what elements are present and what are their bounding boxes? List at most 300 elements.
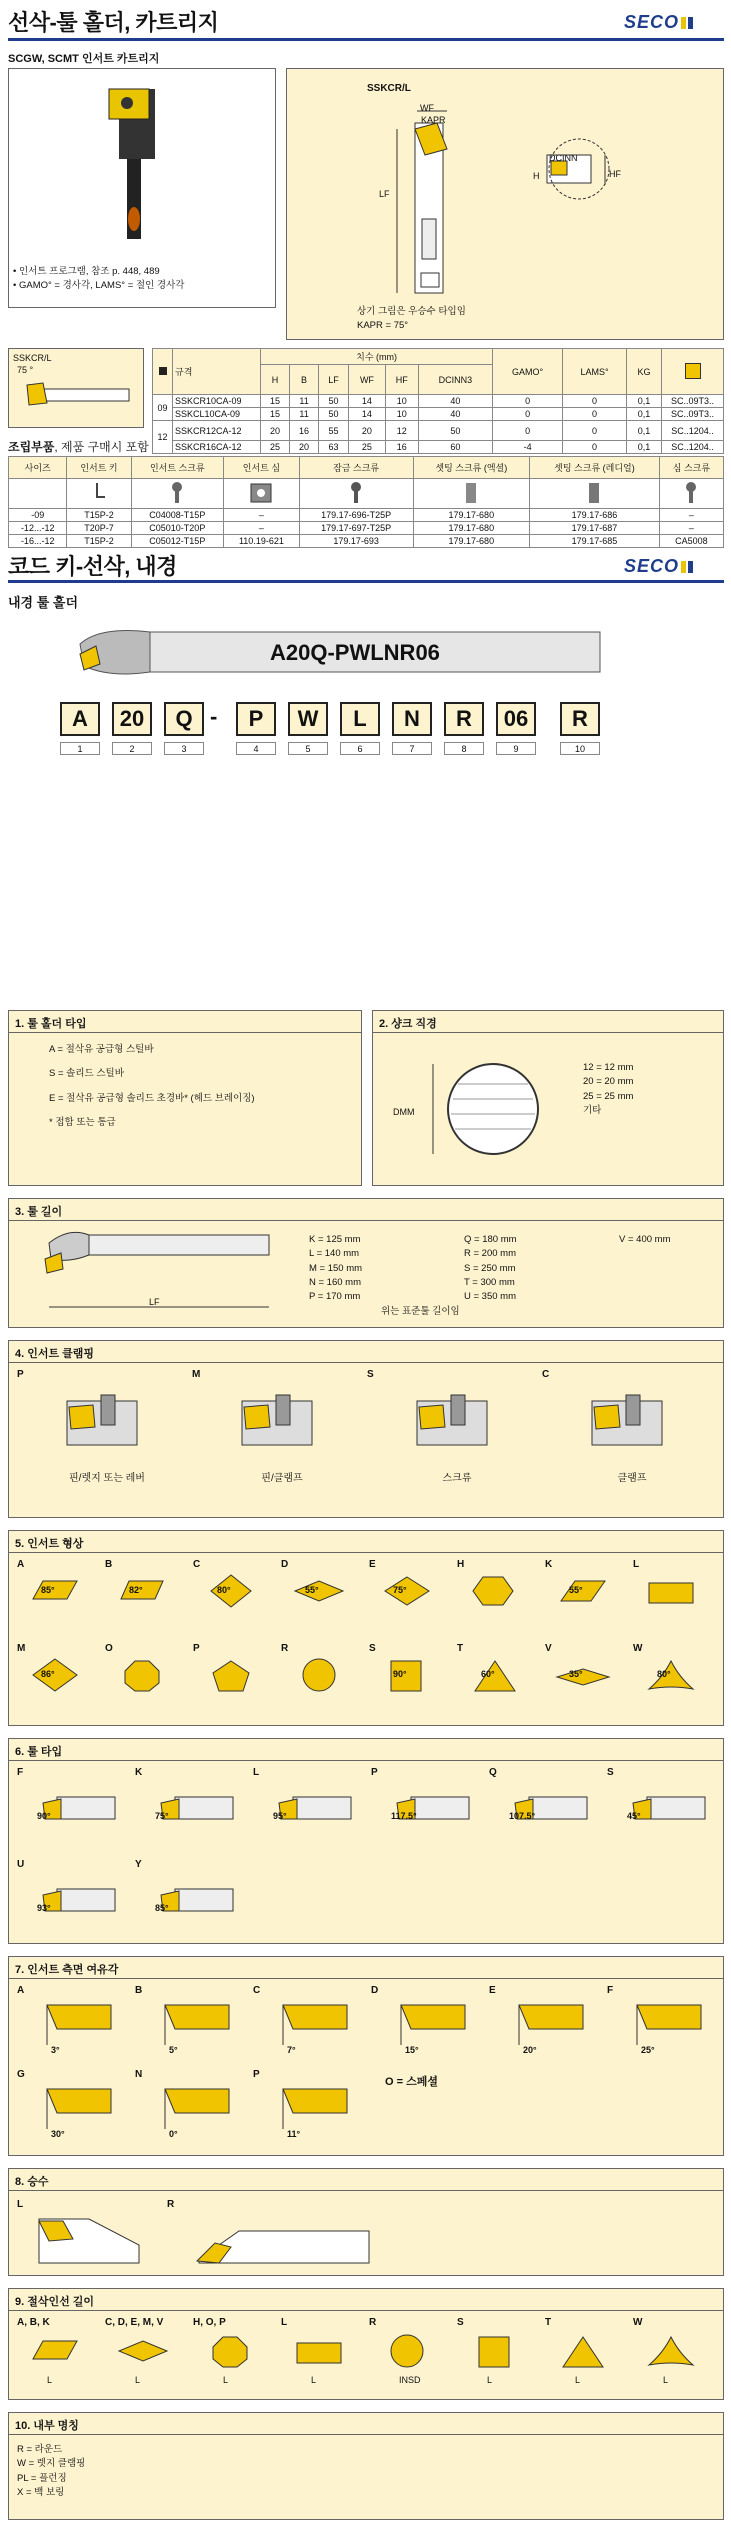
table-cell: 0,1 <box>627 408 662 421</box>
edge-shape-icon <box>555 2333 611 2374</box>
parts-cell: 179.17-680 <box>413 522 530 535</box>
table-cell: 12 <box>385 421 418 441</box>
section-4-title: 4. 인서트 클램핑 <box>9 1341 723 1363</box>
clearance-icon <box>263 2083 353 2136</box>
tool-type-icon <box>617 1783 707 1836</box>
boring-bar-image <box>70 618 610 684</box>
table-cell: 0 <box>493 408 563 421</box>
table-cell: 50 <box>319 395 349 408</box>
angle-label: 15° <box>405 2045 419 2055</box>
section-clamping <box>8 1340 724 1518</box>
item-key: L <box>281 2317 288 2328</box>
angle-label: 35° <box>569 1669 583 1679</box>
clamping-item <box>192 1369 362 1509</box>
parts-row <box>9 509 724 522</box>
code-number: 2 <box>112 742 152 755</box>
edge-shape-icon <box>27 2333 83 2374</box>
parts-header: 사이즈 <box>9 457 67 479</box>
code-box: N <box>392 702 432 736</box>
table-cell: -4 <box>493 441 563 454</box>
clearance-icon <box>27 1999 117 2052</box>
angle-label: 5° <box>169 2045 178 2055</box>
length-label: L <box>135 2375 141 2385</box>
shape-item <box>105 1559 193 1639</box>
insert-shape-icon <box>643 1573 699 1614</box>
edge-shape-icon <box>291 2333 347 2374</box>
length-drawing <box>29 1223 279 1323</box>
parts-cell: – <box>224 509 300 522</box>
table-cell: 0 <box>493 395 563 408</box>
code-number: 6 <box>340 742 380 755</box>
angle-label: 93° <box>37 1903 51 1913</box>
insert-shape-icon <box>643 1657 699 1698</box>
insert-header <box>662 349 724 395</box>
edge-length-item <box>633 2317 721 2397</box>
item-key: H <box>457 1559 465 1570</box>
item-key: P <box>17 1369 24 1380</box>
table-cell: 0 <box>493 421 563 441</box>
section-8-title: 8. 승수 <box>9 2169 723 2191</box>
table-cell: 0 <box>563 395 627 408</box>
clearance-icon <box>263 1999 353 2052</box>
clearance-icon <box>381 1999 471 2052</box>
dims-header: 치수 (mm) <box>261 349 493 365</box>
item-key: M <box>192 1369 201 1380</box>
h-label: H <box>533 171 540 181</box>
parts-cell: 179.17-696-T25P <box>299 509 413 522</box>
diagram-note-1: 상기 그림은 우승수 타입임 <box>357 306 466 317</box>
s10-line: R = 라운드 <box>17 2444 63 2455</box>
shape-item <box>545 1643 633 1723</box>
item-key: U <box>17 1859 25 1870</box>
item-key: B <box>135 1985 143 1996</box>
diagram-code: SSKCR/L <box>367 83 411 94</box>
code-number: 4 <box>236 742 276 755</box>
table-cell: 0,1 <box>627 421 662 441</box>
table-cell: 11 <box>290 395 319 408</box>
table-angle-label: 75 ° <box>17 365 34 375</box>
s10-line: PL = 플런징 <box>17 2472 67 2484</box>
table-cell: SSKCR10CA-09 <box>173 395 261 408</box>
code-box: A <box>60 702 100 736</box>
angle-label: 55° <box>569 1585 583 1595</box>
s3-col1: K = 125 mm L = 140 mm M = 150 mm N = 160 mm P = 170 mm <box>309 1234 363 1302</box>
parts-cell: -12...-12 <box>9 522 67 535</box>
section-10-title: 10. 내부 명칭 <box>9 2413 723 2435</box>
insert-shape-icon <box>555 1573 611 1614</box>
item-key: R <box>281 1643 289 1654</box>
table-cell: 55 <box>319 421 349 441</box>
code-number: 10 <box>560 742 600 755</box>
item-key: C <box>253 1985 261 1996</box>
angle-label: 20° <box>523 2045 537 2055</box>
hf-label: HF <box>609 169 621 179</box>
special-label: O = 스페셜 <box>385 2076 438 2088</box>
section-tool-length <box>8 1198 724 1328</box>
shape-item <box>489 1767 607 1847</box>
parts-cell: 179.17-693 <box>299 535 413 548</box>
lf-header: LF <box>319 365 349 395</box>
table-cell: 20 <box>261 421 290 441</box>
angle-label: 0° <box>169 2129 178 2139</box>
length-label: L <box>575 2375 581 2385</box>
parts-header: 잠금 스크류 <box>299 457 413 479</box>
shape-item <box>457 1643 545 1723</box>
edge-shape-icon <box>467 2333 523 2374</box>
edge-shape-icon <box>643 2333 699 2374</box>
parts-cell: T15P-2 <box>67 535 131 548</box>
parts-cell: 179.17-697-T25P <box>299 522 413 535</box>
section-2-title: 2. 샹크 직경 <box>373 1011 723 1033</box>
length-label: L <box>223 2375 229 2385</box>
section-7-title: 7. 인서트 측면 여유각 <box>9 1957 723 1979</box>
hand-right-label: R <box>167 2199 175 2210</box>
edge-length-item <box>193 2317 281 2397</box>
shape-item <box>17 2069 135 2149</box>
lf-label: LF <box>379 189 390 199</box>
item-key: E <box>489 1985 496 1996</box>
parts-cell: T20P-7 <box>67 522 131 535</box>
table-row <box>153 408 724 421</box>
code-number: 7 <box>392 742 432 755</box>
cartridge-photo <box>9 69 277 259</box>
code-box: Q <box>164 702 204 736</box>
table-cell: 16 <box>385 441 418 454</box>
tool-type-icon <box>27 1783 117 1836</box>
edge-shape-icon <box>203 2333 259 2374</box>
tool-type-icon <box>145 1783 235 1836</box>
clamping-item <box>542 1369 712 1509</box>
s1-line: A = 절삭유 공급형 스틸바 <box>49 1044 154 1055</box>
table-key-panel <box>8 348 144 428</box>
shape-item <box>253 1985 371 2065</box>
angle-label: 80° <box>217 1585 231 1595</box>
parts-header: 인서트 키 <box>67 457 131 479</box>
table-cell: 14 <box>349 408 386 421</box>
insert-shape-icon <box>203 1657 259 1698</box>
s3-note: 위는 표준툴 길이임 <box>381 1306 460 1317</box>
dmm-label: DMM <box>393 1107 415 1117</box>
page-title-2: 코드 키-선삭, 내경 <box>8 554 177 579</box>
shape-item <box>457 1559 545 1639</box>
item-key: S <box>369 1643 376 1654</box>
page-title: 선삭-툴 홀더, 카트리지 <box>8 10 219 35</box>
length-label: L <box>487 2375 493 2385</box>
shape-item <box>253 1767 371 1847</box>
spec-table <box>152 348 724 454</box>
table-cell: 40 <box>418 395 493 408</box>
parts-cell: 179.17-686 <box>530 509 660 522</box>
s1-line: S = 솔리드 스틸바 <box>49 1068 124 1080</box>
shape-item <box>135 1859 253 1939</box>
code-box: L <box>340 702 380 736</box>
insert-shape-icon <box>379 1657 435 1698</box>
item-key: S <box>607 1767 614 1778</box>
table-cell: 0 <box>563 421 627 441</box>
angle-label: 30° <box>51 2129 65 2139</box>
parts-cell: 179.17-680 <box>413 509 530 522</box>
shape-item <box>281 1559 369 1639</box>
edge-length-item <box>457 2317 545 2397</box>
table-cell: 40 <box>418 408 493 421</box>
hf-header: HF <box>385 365 418 395</box>
shape-item <box>607 1767 725 1847</box>
edge-length-item <box>105 2317 193 2397</box>
section-clearance-angle <box>8 1956 724 2156</box>
insert-shape-icon <box>115 1657 171 1698</box>
table-cell: 25 <box>349 441 386 454</box>
shape-item <box>17 1767 135 1847</box>
parts-cell: – <box>659 522 723 535</box>
tool-type-icon <box>381 1783 471 1836</box>
angle-label: 107.5° <box>509 1811 536 1821</box>
item-key: D <box>281 1559 289 1570</box>
shape-item <box>633 1559 721 1639</box>
table-cell: 0,1 <box>627 395 662 408</box>
item-key: W <box>633 1643 643 1654</box>
parts-header: 인서트 심 <box>224 457 300 479</box>
table-cell: 50 <box>319 408 349 421</box>
section-3-title: 3. 툴 길이 <box>9 1199 723 1221</box>
insert-shape-icon <box>291 1657 347 1698</box>
table-cell: 10 <box>385 408 418 421</box>
parts-cell: -16...-12 <box>9 535 67 548</box>
section-tool-type <box>8 1738 724 1944</box>
item-key: G <box>17 2069 25 2080</box>
parts-cell: 179.17-687 <box>530 522 660 535</box>
parts-cell: – <box>659 509 723 522</box>
table-cell: 15 <box>261 408 290 421</box>
parts-row <box>9 535 724 548</box>
b-header: B <box>290 365 319 395</box>
shape-item <box>17 1643 105 1723</box>
gamo-header: GAMO° <box>493 349 563 395</box>
table-cell: 15 <box>261 395 290 408</box>
table-cell: 11 <box>290 408 319 421</box>
item-key: C, D, E, M, V <box>105 2317 164 2328</box>
table-cell: SSKCR16CA-12 <box>173 441 261 454</box>
item-key: M <box>17 1643 26 1654</box>
angle-label: 7° <box>287 2045 296 2055</box>
item-key: A <box>17 1559 25 1570</box>
parts-title: 조립부품, 제품 구매시 포함 <box>8 440 149 454</box>
length-label: L <box>311 2375 317 2385</box>
hand-left-label: L <box>17 2199 24 2210</box>
subtitle-2: 내경 툴 홀더 <box>8 595 79 610</box>
item-key: C <box>193 1559 201 1570</box>
table-cell: 10 <box>385 395 418 408</box>
angle-label: 117.5° <box>391 1811 417 1821</box>
item-key: K <box>545 1559 553 1570</box>
parts-row <box>9 522 724 535</box>
item-key: L <box>633 1559 640 1570</box>
table-row <box>153 395 724 408</box>
section-edge-length <box>8 2288 724 2400</box>
insert-shape-icon <box>379 1573 435 1614</box>
s10-line: W = 렛지 클램핑 <box>17 2458 86 2470</box>
angle-label: 95° <box>273 1811 287 1821</box>
lf-dim-label: LF <box>149 1297 160 1307</box>
s3-col3: V = 400 mm <box>619 1234 671 1245</box>
item-key: Y <box>135 1859 142 1870</box>
item-key: A, B, K <box>17 2317 50 2328</box>
section-hand <box>8 2168 724 2276</box>
holder-drawing <box>287 69 725 299</box>
shape-item <box>135 2069 253 2149</box>
shape-item <box>371 1767 489 1847</box>
tool-type-icon <box>499 1783 589 1836</box>
table-cell: SSKCL10CA-09 <box>173 408 261 421</box>
insert-shape-icon <box>115 1573 171 1614</box>
code-box: R <box>444 702 484 736</box>
angle-label: 90° <box>393 1669 407 1679</box>
clearance-icon <box>499 1999 589 2052</box>
dcinn-label: DCINN <box>549 153 578 163</box>
edge-shape-icon <box>115 2333 171 2374</box>
clearance-icon <box>145 2083 235 2136</box>
holder-thumbnail <box>9 349 145 429</box>
parts-cell: C05010-T20P <box>131 522 224 535</box>
angle-label: 60° <box>481 1669 495 1679</box>
spec-table-body <box>153 395 724 454</box>
clamping-caption: 핀/클램프 <box>261 1473 303 1484</box>
insert-shape-icon <box>27 1573 83 1614</box>
shape-item <box>105 1643 193 1723</box>
shape-item <box>135 1985 253 2065</box>
clamping-caption: 핀/렛지 또는 레버 <box>69 1473 145 1484</box>
tool-type-icon <box>27 1875 117 1928</box>
code-number: 3 <box>164 742 204 755</box>
wf-label: WF <box>420 103 434 113</box>
kapr-label: KAPR <box>421 115 446 125</box>
table-cell: SC..1204.. <box>662 441 724 454</box>
item-key: S <box>457 2317 464 2328</box>
section-shank-diameter <box>372 1010 724 1186</box>
angle-label: 25° <box>641 2045 655 2055</box>
code-number: 1 <box>60 742 100 755</box>
item-key: O <box>105 1643 113 1654</box>
table-cell: 60 <box>418 441 493 454</box>
parts-cell: -09 <box>9 509 67 522</box>
spec-header: 규격 <box>173 349 261 395</box>
seco-logo-2: SECO <box>624 556 693 577</box>
edge-length-item <box>545 2317 633 2397</box>
angle-label: 75° <box>155 1811 169 1821</box>
parts-header: 심 스크류 <box>659 457 723 479</box>
table-cell: 50 <box>418 421 493 441</box>
parts-cell: – <box>224 522 300 535</box>
code-box: R <box>560 702 600 736</box>
shape-item <box>607 1985 725 2065</box>
tool-type-icon <box>145 1875 235 1928</box>
angle-label: 86° <box>41 1669 55 1679</box>
shape-item <box>193 1643 281 1723</box>
photo-note-2: • GAMO° = 경사각, LAMS° = 절인 경사각 <box>13 280 185 291</box>
parts-cell: 179.17-680 <box>413 535 530 548</box>
clamping-caption: 클램프 <box>617 1473 647 1484</box>
parts-table <box>8 456 724 548</box>
table-cell: 20 <box>349 421 386 441</box>
section-6-title: 6. 툴 타입 <box>9 1739 723 1761</box>
angle-label: 90° <box>37 1811 51 1821</box>
shape-item <box>371 1985 489 2065</box>
dcinn-header: DCINN3 <box>418 365 493 395</box>
size-cell: 09 <box>153 395 173 421</box>
bar-code: A20Q-PWLNR06 <box>270 640 440 665</box>
angle-label: 85° <box>41 1585 55 1595</box>
code-number: 5 <box>288 742 328 755</box>
table-cell: SSKCR12CA-12 <box>173 421 261 441</box>
parts-header: 인서트 스크류 <box>131 457 224 479</box>
shape-item <box>253 2069 371 2149</box>
code-box: 06 <box>496 702 536 736</box>
item-key: B <box>105 1559 113 1570</box>
insert-shape-icon <box>555 1657 611 1698</box>
edge-shape-icon <box>379 2333 435 2374</box>
code-key-row <box>60 702 660 762</box>
length-label: L <box>663 2375 669 2385</box>
edge-length-item <box>281 2317 369 2397</box>
item-key: T <box>545 2317 552 2328</box>
right-hand-drawing <box>179 2209 379 2269</box>
edge-length-item <box>17 2317 105 2397</box>
angle-label: 3° <box>51 2045 60 2055</box>
shape-item <box>17 1985 135 2065</box>
insert-shape-icon <box>467 1657 523 1698</box>
angle-label: 80° <box>657 1669 671 1679</box>
parts-cell: CA5008 <box>659 535 723 548</box>
item-key: P <box>193 1643 200 1654</box>
shape-item <box>135 1767 253 1847</box>
clearance-icon <box>617 1999 707 2052</box>
length-label: L <box>47 2375 53 2385</box>
table-row <box>153 441 724 454</box>
header-rule <box>8 38 724 41</box>
item-key: P <box>371 1767 378 1778</box>
code-box: 20 <box>112 702 152 736</box>
angle-label: 11° <box>287 2129 301 2139</box>
item-key: T <box>457 1643 464 1654</box>
item-key: D <box>371 1985 379 1996</box>
s3-col2: Q = 180 mm R = 200 mm S = 250 mm T = 300 mm U = 350 mm <box>464 1234 517 1302</box>
section-5-title: 5. 인서트 형상 <box>9 1531 723 1553</box>
item-key: V <box>545 1643 552 1654</box>
clamping-item <box>17 1369 187 1509</box>
dimension-diagram <box>286 68 724 340</box>
clamping-icon <box>407 1387 497 1460</box>
insert-shape-icon <box>203 1573 259 1614</box>
shape-item <box>369 1559 457 1639</box>
h-header: H <box>261 365 290 395</box>
clamping-icon <box>57 1387 147 1460</box>
table-row <box>153 421 724 441</box>
angle-label: 82° <box>129 1585 143 1595</box>
item-key: F <box>17 1767 24 1778</box>
kg-header: KG <box>627 349 662 395</box>
size-cell: 12 <box>153 421 173 454</box>
code-box: P <box>236 702 276 736</box>
item-key: N <box>135 2069 143 2080</box>
section-insert-shape <box>8 1530 724 1726</box>
s10-line: X = 백 보링 <box>17 2486 65 2498</box>
shape-item <box>193 1559 281 1639</box>
left-hand-drawing <box>29 2209 149 2269</box>
code-number: 9 <box>496 742 536 755</box>
item-key: R <box>369 2317 377 2328</box>
table-cell: SC..09T3.. <box>662 408 724 421</box>
item-key: K <box>135 1767 143 1778</box>
parts-header: 셋팅 스크류 (레디얼) <box>530 457 660 479</box>
